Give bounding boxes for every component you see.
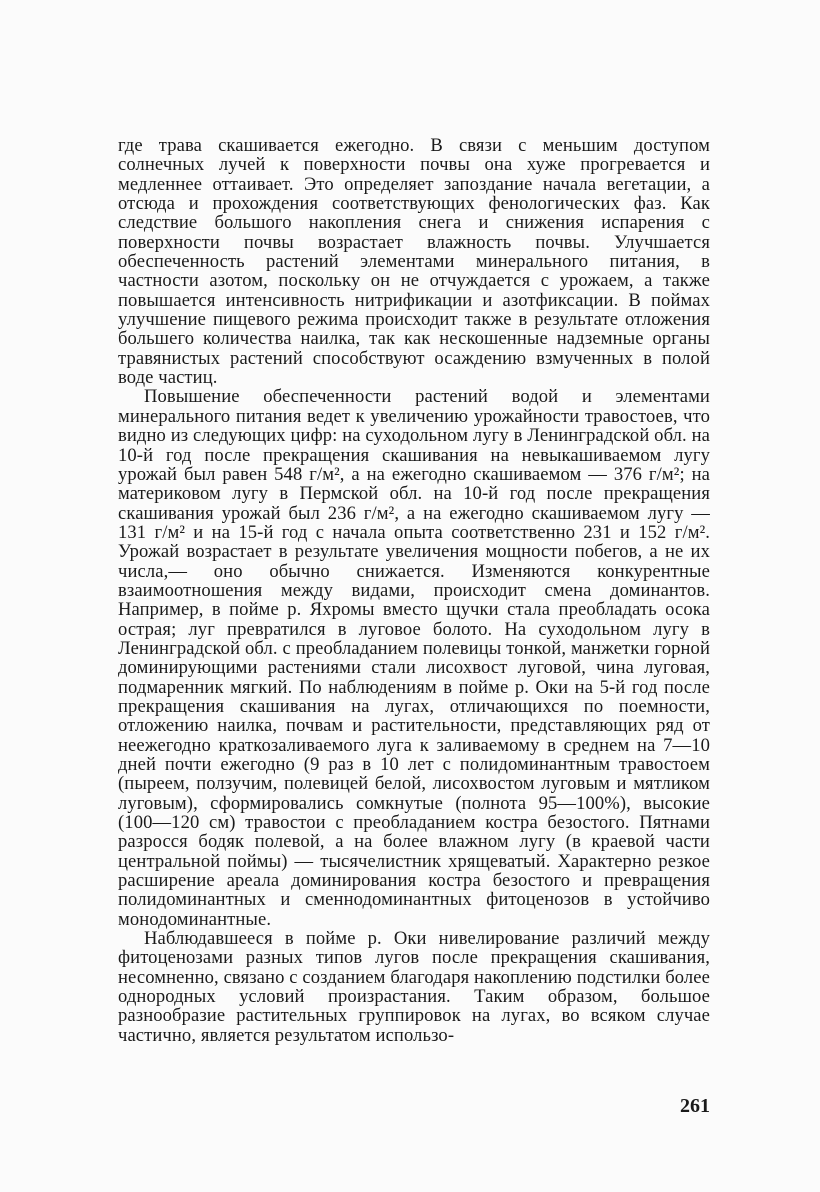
page-body (118, 136, 710, 1045)
page-number: 261 (680, 1095, 710, 1117)
paragraph-1: где трава скашивается ежегодно. В связи с меньшим доступом солнечных лучей к поверхности почвы она хуже прогревается и медленнее оттаивает. Это определяет запоздание начала вегетации, а отсюда и прохождения соответствующих фенологических фаз. Как следствие большого накопления снега и снижения испарения с поверхности почвы возрастает влажность почвы. Улучшается обеспеченность растений элементами минерального питания, в частности азотом, поскольку он не отчуждается с урожаем, а также повышается интенсивность нитрификации и азотфиксации. В поймах улучшение пищевого режима происходит также в результате отложения большего количества наилка, так как нескошенные надземные органы травянистых растений способствуют осаждению взмученных в полой воде частиц. (118, 135, 710, 389)
paragraph-2: Повышение обеспеченности растений водой и элементами минерального питания ведет к увеличению урожайности травостоев, что видно из следующих цифр: на суходольном лугу в Ленинградской обл. на 10-й год после прекращения скашивания на невыкашиваемом лугу урожай был равен 548 г/м², а на ежегодно скашиваемом — 376 г/м²; на материковом лугу в Пермской обл. на 10-й год после прекращения скашивания урожай был 236 г/м², а на ежегодно скашиваемом лугу — 131 г/м² и на 15-й год с начала опыта соответственно 231 и 152 г/м². Урожай возрастает в результате увеличения мощности побегов, а не их числа,— оно обычно снижается. Изменяются конкурентные взаимоотношения между видами, происходит смена доминантов. Например, в пойме р. Яхромы вместо щучки стала преобладать осока острая; луг превратился в луговое болото. На суходольном лугу в Ленинградской обл. с преобладанием полевицы тонкой, манжетки горной доминирующими растениями стали лисохвост луговой, чина луговая, подмаренник мягкий. По наблюдениям в пойме р. Оки на 5-й год после прекращения скашивания на лугах, отличающихся по поемности, отложению наилка, почвам и растительности, представляющих ряд от неежегодно краткозаливаемого луга к заливаемому в среднем на 7—10 дней почти ежегодно (9 раз в 10 лет с полидоминантным травостоем (пыреем, ползучим, полевицей белой, лисохвостом луговым и мятликом луговым), сформировались сомкнутые (полнота 95—100%), высокие (100—120 см) травостои с преобладанием костра безостого. Пятнами разросся бодяк полевой, а на более влажном лугу (в краевой части центральной поймы) — тысячелистник хрящеватый. Характерно резкое расширение ареала доминирования костра безостого и превращения полидоминантных и сменнодоминантных фитоценозов в устойчиво монодоминантные. (118, 386, 710, 930)
paragraph-3: Наблюдавшееся в пойме р. Оки нивелирование различий между фитоценозами разных типов лугов после прекращения скашивания, несомненно, связано с созданием благодаря накоплению подстилки более однородных условий произрастания. Таким образом, большое разнообразие растительных группировок на лугах, во всяком случае частично, является результатом использо- (118, 928, 710, 1046)
